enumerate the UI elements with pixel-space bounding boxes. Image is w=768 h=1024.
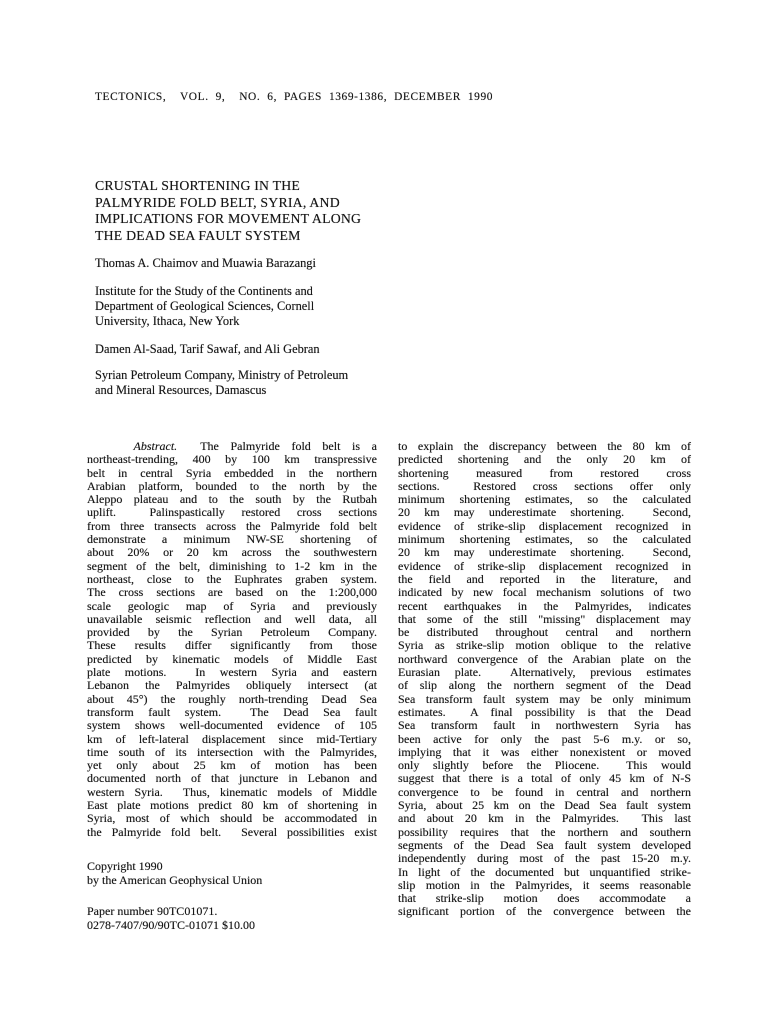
text-line: estimates. A final possibility is that the Dead (398, 704, 691, 719)
text-line: Copyright 1990 (87, 859, 163, 873)
text-line: Eurasian plate. Alternatively, previous estimates (398, 665, 691, 680)
abstract-column-left (87, 440, 377, 839)
text-line: only slightly before the Pliocene. This would (398, 758, 691, 773)
text-line: Syria, about 25 km on the Dead Sea fault system (398, 798, 691, 813)
text-line: predicted by kinematic models of Middle East (87, 651, 377, 666)
affiliation-primary (95, 284, 395, 329)
text-line: convergence to be found in central and northern (398, 784, 691, 799)
abstract-column-right (398, 440, 691, 919)
text-line: Syria, most of which should be accommodated in (87, 811, 377, 826)
text-line: that strike-slip motion does accommodate a (398, 891, 691, 906)
text-line: possibility requires that the northern and southern (398, 824, 691, 839)
text-line: northeast-trending, 400 by 100 km transpressive (87, 452, 377, 467)
authors-secondary: Damen Al-Saad, Tarif Sawaf, and Ali Gebran (95, 342, 320, 356)
text-line: unavailable seismic reflection and well data, all (87, 611, 377, 626)
text-line: Sea transform fault system may be only minimum (398, 691, 691, 706)
text-line: IMPLICATIONS FOR MOVEMENT ALONG (95, 211, 362, 227)
text-line: significant portion of the convergence between the (398, 904, 691, 919)
text-line: evidence of strike-slip displacement recognized in (398, 518, 691, 533)
text-line: Institute for the Study of the Continents and (95, 284, 313, 298)
text-line: CRUSTAL SHORTENING IN THE (95, 178, 301, 193)
text-line: recent earthquakes in the Palmyrides, indicates (398, 598, 691, 613)
text-line: and about 20 km in the Palmyrides. This last (398, 811, 691, 826)
text-line: plate motions. In western Syria and eastern (87, 665, 377, 680)
text-line: Syria as strike-slip motion oblique to the relative (398, 638, 691, 653)
text-line: These results differ significantly from those (87, 638, 377, 653)
text-line: transform fault system. The Dead Sea fault (87, 704, 377, 719)
text-line: to explain the discrepancy between the 80 km of (398, 439, 691, 453)
text-line: northeast, close to the Euphrates graben system. (87, 571, 377, 586)
text-line: 0278-7407/90/90TC-01071 $10.00 (87, 917, 255, 932)
text-line: minimum shortening estimates, so the calculated (398, 492, 691, 507)
text-line: indicated by new focal mechanism solutions of two (398, 585, 691, 600)
text-line: Sea transform fault in northwestern Syria has (398, 718, 691, 733)
text-line: documented north of that juncture in Lebanon and (87, 771, 377, 786)
text-line: provided by the Syrian Petroleum Company. (87, 625, 377, 640)
text-line: suggest that there is a total of only 45 km of N-S (398, 771, 691, 786)
text-line: be distributed throughout central and northern (398, 625, 691, 640)
text-line: 20 km may underestimate shortening. Second, (398, 545, 691, 560)
text-line: from three transects across the Palmyride fold belt (87, 518, 377, 533)
text-line: about 45°) the roughly north-trending Dead Sea (87, 691, 377, 706)
affiliation-secondary (95, 368, 395, 398)
text-line: and Mineral Resources, Damascus (95, 383, 267, 397)
text-line: km of left-lateral displacement since mid-Tertiary (87, 731, 377, 746)
text-line: time south of its intersection with the Palmyrides, (87, 744, 377, 759)
text-line: 20 km may underestimate shortening. Second, (398, 505, 691, 520)
text-line: Aleppo plateau and to the south by the Rutbah (87, 492, 377, 507)
text-line: that some of the still "missing" displacement may (398, 611, 691, 626)
text-line: shortening measured from restored cross (398, 465, 691, 480)
text-line: Department of Geological Sciences, Cornell (95, 299, 315, 313)
text-line: the Palmyride fold belt. Several possibilities exist (87, 824, 377, 839)
text-line: the field and reported in the literature, and (398, 571, 691, 586)
text-line: The cross sections are based on the 1:200,000 (87, 585, 377, 600)
text-line: segments of the Dead Sea fault system developed (398, 837, 691, 852)
text-line: about 20% or 20 km across the southwestern (87, 545, 377, 560)
text-line: East plate motions predict 80 km of shortening in (87, 798, 377, 813)
text-line: implying that it was either nonexistent or moved (398, 744, 691, 759)
text-line: northward convergence of the Arabian plate on the (398, 651, 691, 666)
text-line: slip motion in the Palmyrides, it seems reasonable (398, 877, 691, 892)
text-line: Syrian Petroleum Company, Ministry of Petroleum (95, 368, 349, 382)
text-line: system shows well-documented evidence of 105 (87, 718, 377, 733)
paper-number (87, 905, 377, 933)
text-line: independently during most of the past 15-20 m.y. (398, 851, 691, 866)
text-line: been active for only the past 5-6 m.y. or so, (398, 731, 691, 746)
text-line: Abstract. The Palmyride fold belt is a (133, 439, 378, 453)
text-line: of slip along the northern segment of the Dead (398, 678, 691, 693)
text-line: scale geologic map of Syria and previously (87, 598, 377, 613)
text-line: uplift. Palinspastically restored cross sections (87, 505, 377, 520)
text-line: segment of the belt, diminishing to 1-2 km in the (87, 558, 377, 573)
text-line: sections. Restored cross sections offer only (398, 478, 691, 493)
text-line: western Syria. Thus, kinematic models of Middle (87, 784, 377, 799)
text-line: University, Ithaca, New York (95, 314, 240, 328)
text-line: yet only about 25 km of motion has been (87, 758, 377, 773)
paper-title (95, 178, 395, 244)
copyright-notice (87, 860, 377, 888)
text-line: Lebanon the Palmyrides obliquely intersect (at (87, 678, 377, 693)
text-line: predicted shortening and the only 20 km of (398, 452, 691, 467)
text-line: Arabian platform, bounded to the north by the (87, 478, 377, 493)
text-line: PALMYRIDE FOLD BELT, SYRIA, AND (95, 194, 340, 210)
text-line: In light of the documented but unquantified strike- (398, 864, 691, 879)
text-line: THE DEAD SEA FAULT SYSTEM (95, 227, 301, 243)
authors-primary: Thomas A. Chaimov and Muawia Barazangi (95, 256, 316, 270)
text-line: minimum shortening estimates, so the calculated (398, 532, 691, 547)
text-line: demonstrate a minimum NW-SE shortening of (87, 532, 377, 547)
text-line: evidence of strike-slip displacement recognized in (398, 558, 691, 573)
journal-header-line: TECTONICS, VOL. 9, NO. 6, PAGES 1369-1386, DECEMBER 1990 (95, 91, 494, 103)
text-line: Paper number 90TC01071. (87, 904, 218, 918)
text-line: by the American Geophysical Union (87, 872, 263, 887)
text-line: belt in central Syria embedded in the northern (87, 465, 377, 480)
